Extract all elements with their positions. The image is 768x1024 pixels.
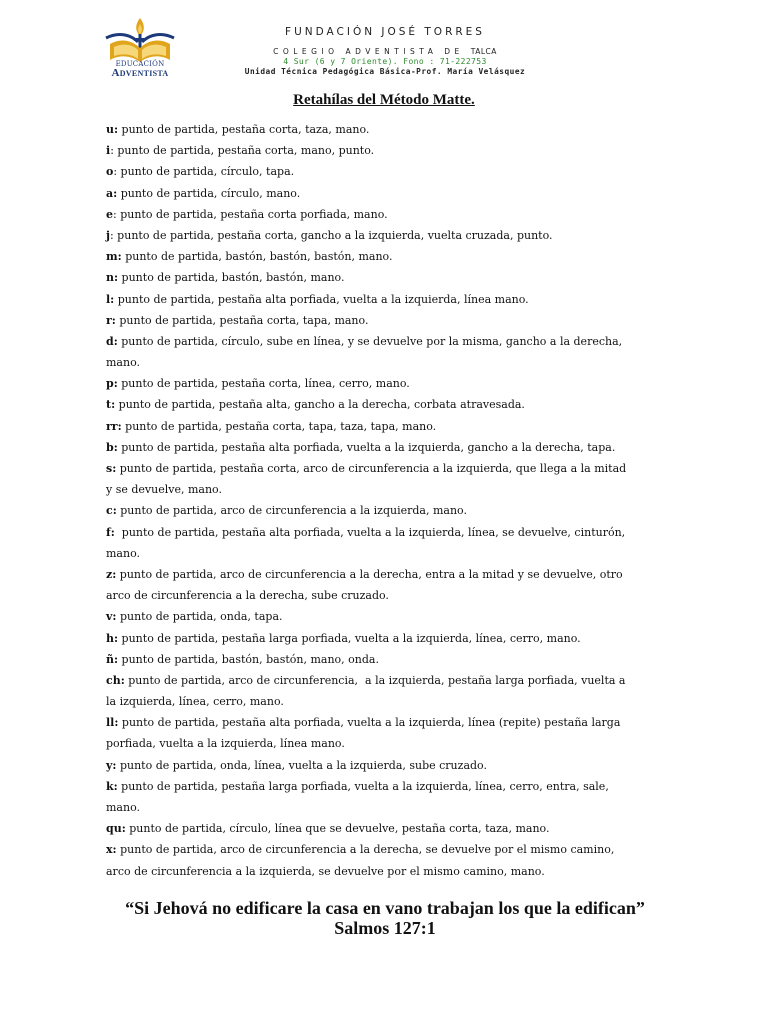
letter-key: o: [106, 165, 114, 179]
retahila-line: [106, 310, 666, 331]
retahilas-list: [106, 119, 666, 882]
letter-key: n:: [106, 271, 119, 285]
letter-description: arco de circunferencia a la derecha, sube cruzado.: [106, 589, 389, 603]
letter-description: punto de partida, pestaña corta, taza, mano.: [118, 123, 370, 136]
letter-key: j: [106, 228, 110, 242]
retahila-line: [106, 522, 666, 543]
letter-description: punto de partida, pestaña corta, línea, cerro, mano.: [117, 377, 410, 391]
letter-description: punto de partida, círculo, mano.: [117, 186, 301, 200]
letter-description: la izquierda, línea, cerro, mano.: [106, 695, 284, 709]
letter-description: : punto de partida, pestaña corta porfiada, mano.: [113, 207, 388, 221]
letter-description: porfiada, vuelta a la izquierda, línea mano.: [106, 737, 345, 751]
letter-description: punto de partida, pestaña alta porfiada, vuelta a la izquierda, gancho a la derecha, tapa.: [117, 440, 616, 454]
letter-key: t:: [106, 398, 116, 412]
letter-description: punto de partida, pestaña corta, tapa, mano.: [115, 313, 369, 327]
letter-description: : punto de partida, pestaña corta, gancho a la izquierda, vuelta cruzada, punto.: [109, 228, 553, 242]
retahila-line: [106, 373, 666, 394]
letter-description: mano.: [106, 801, 140, 814]
letter-description: punto de partida, arco de circunferencia a la derecha, se devuelve por el mismo camino,: [116, 843, 615, 857]
letter-description: punto de partida, círculo, línea que se devuelve, pestaña corta, taza, mano.: [125, 822, 550, 836]
school-address: 4 Sur (6 y 7 Oriente). Fono : 71-222753: [283, 57, 487, 66]
retahila-line: [106, 776, 666, 797]
letter-key: s:: [106, 462, 117, 475]
letter-key: l:: [106, 292, 115, 306]
letter-key: u:: [106, 123, 119, 136]
organization-name: FUNDACIÓN JOSÉ TORRES: [285, 26, 485, 38]
letter-key: rr:: [106, 419, 122, 433]
letter-key: v:: [106, 610, 117, 624]
retahila-line: [106, 797, 666, 818]
bible-quote: [60, 898, 710, 938]
letter-key: x:: [106, 843, 117, 857]
letter-description: punto de partida, pestaña alta porfiada, vuelta a la izquierda, línea, se devuelve, cinturón,: [114, 525, 626, 539]
letter-description: punto de partida, onda, tapa.: [116, 610, 283, 624]
letter-description: y se devuelve, mano.: [106, 483, 222, 497]
retahila-line: [106, 416, 666, 437]
letter-description: punto de partida, pestaña corta, tapa, taza, tapa, mano.: [121, 419, 437, 433]
school-unit: Unidad Técnica Pedagógica Básica-Prof. María Velásquez: [244, 67, 526, 76]
letter-description: punto de partida, pestaña alta porfiada, vuelta a la izquierda, línea mano.: [114, 292, 529, 306]
retahila-line: [106, 479, 666, 500]
retahila-line: [106, 691, 666, 712]
retahila-line: [106, 204, 666, 225]
letter-description: punto de partida, onda, línea, vuelta a la izquierda, sube cruzado.: [116, 758, 487, 772]
letter-description: punto de partida, bastón, bastón, bastón, mano.: [121, 250, 393, 264]
retahila-line: [106, 183, 666, 204]
letter-description: punto de partida, círculo, sube en línea, y se devuelve por la misma, gancho a la derecha,: [117, 334, 623, 348]
retahila-line: [106, 543, 666, 564]
letter-description: punto de partida, arco de circunferencia a la derecha, entra a la mitad y se devuelve, otro: [116, 567, 623, 581]
retahila-line: [106, 670, 666, 691]
page-title: Retahílas del Método Matte.: [293, 92, 475, 108]
retahila-line: [106, 606, 666, 627]
retahila-line: [106, 500, 666, 521]
letter-key: f:: [106, 525, 115, 539]
retahila-line: [106, 649, 666, 670]
letter-description: punto de partida, bastón, bastón, mano, onda.: [118, 652, 379, 666]
letter-key: d:: [106, 334, 118, 348]
retahila-line: [106, 331, 666, 352]
letter-key: r:: [106, 313, 116, 327]
letter-key: i: [106, 144, 111, 158]
letter-description: arco de circunferencia a la izquierda, se devuelve por el mismo camino, mano.: [106, 864, 545, 878]
logo-text-bottom: Adventista: [111, 67, 169, 79]
quote-reference: Salmos 127:1: [334, 918, 436, 938]
letter-key: qu:: [106, 822, 126, 836]
letter-key: a:: [106, 186, 118, 200]
retahila-line: [106, 733, 666, 754]
letter-key: e: [106, 207, 113, 221]
school-name: [220, 47, 550, 56]
retahila-line: [106, 564, 666, 585]
letter-description: punto de partida, arco de circunferencia a la izquierda, mano.: [116, 504, 467, 518]
letter-key: c:: [106, 504, 117, 518]
letter-description: mano.: [106, 546, 140, 560]
retahila-line: [106, 839, 666, 860]
letter-key: z:: [106, 567, 117, 581]
retahila-line: [106, 246, 666, 267]
letter-description: mano.: [106, 356, 140, 370]
logo-text-top: EDUCACIÓN: [115, 60, 165, 68]
letter-key: p:: [106, 377, 118, 391]
letter-key: ch:: [106, 673, 125, 687]
retahila-line: [106, 437, 666, 458]
retahila-line: [106, 267, 666, 288]
retahila-line: [106, 712, 666, 733]
retahila-line: [106, 394, 666, 415]
letter-description: punto de partida, bastón, bastón, mano.: [118, 271, 345, 285]
letter-key: b:: [106, 440, 118, 454]
retahila-line: [106, 225, 666, 246]
school-city: TALCA: [470, 47, 497, 56]
retahila-line: [106, 161, 666, 182]
retahila-line: [106, 861, 666, 882]
letter-description: punto de partida, pestaña larga porfiada, vuelta a la izquierda, línea, cerro, entra, sale,: [117, 779, 609, 793]
retahila-line: [106, 140, 666, 161]
letter-description: punto de partida, pestaña alta porfiada, vuelta a la izquierda, línea (repite) pestaña larga: [118, 716, 621, 730]
letter-description: punto de partida, pestaña larga porfiada, vuelta a la izquierda, línea, cerro, mano.: [118, 631, 581, 645]
letter-key: m:: [106, 250, 122, 264]
retahila-line: [106, 352, 666, 373]
letter-description: punto de partida, pestaña corta, arco de circunferencia a la izquierda, que llega a la mitad: [116, 462, 627, 475]
retahila-line: [106, 289, 666, 310]
retahila-line: [106, 755, 666, 776]
letter-description: punto de partida, arco de circunferencia, a la izquierda, pestaña larga porfiada, vuelta a: [124, 673, 626, 687]
letter-description: punto de partida, pestaña alta, gancho a la derecha, corbata atravesada.: [115, 398, 525, 412]
letter-key: ñ:: [106, 652, 119, 666]
letter-key: h:: [106, 631, 119, 645]
school-label: COLEGIO ADVENTISTA DE: [273, 47, 464, 56]
letter-key: ll:: [106, 716, 119, 730]
retahila-line: [106, 628, 666, 649]
letter-description: : punto de partida, pestaña corta, mano, punto.: [110, 144, 375, 158]
quote-text: “Si Jehová no edificare la casa en vano trabajan los que la edifican”: [125, 898, 645, 918]
letter-key: k:: [106, 779, 118, 793]
retahila-line: [106, 119, 666, 140]
letter-description: : punto de partida, círculo, tapa.: [113, 165, 295, 179]
letter-key: y:: [106, 758, 117, 772]
retahila-line: [106, 818, 666, 839]
retahila-line: [106, 458, 666, 479]
retahila-line: [106, 585, 666, 606]
